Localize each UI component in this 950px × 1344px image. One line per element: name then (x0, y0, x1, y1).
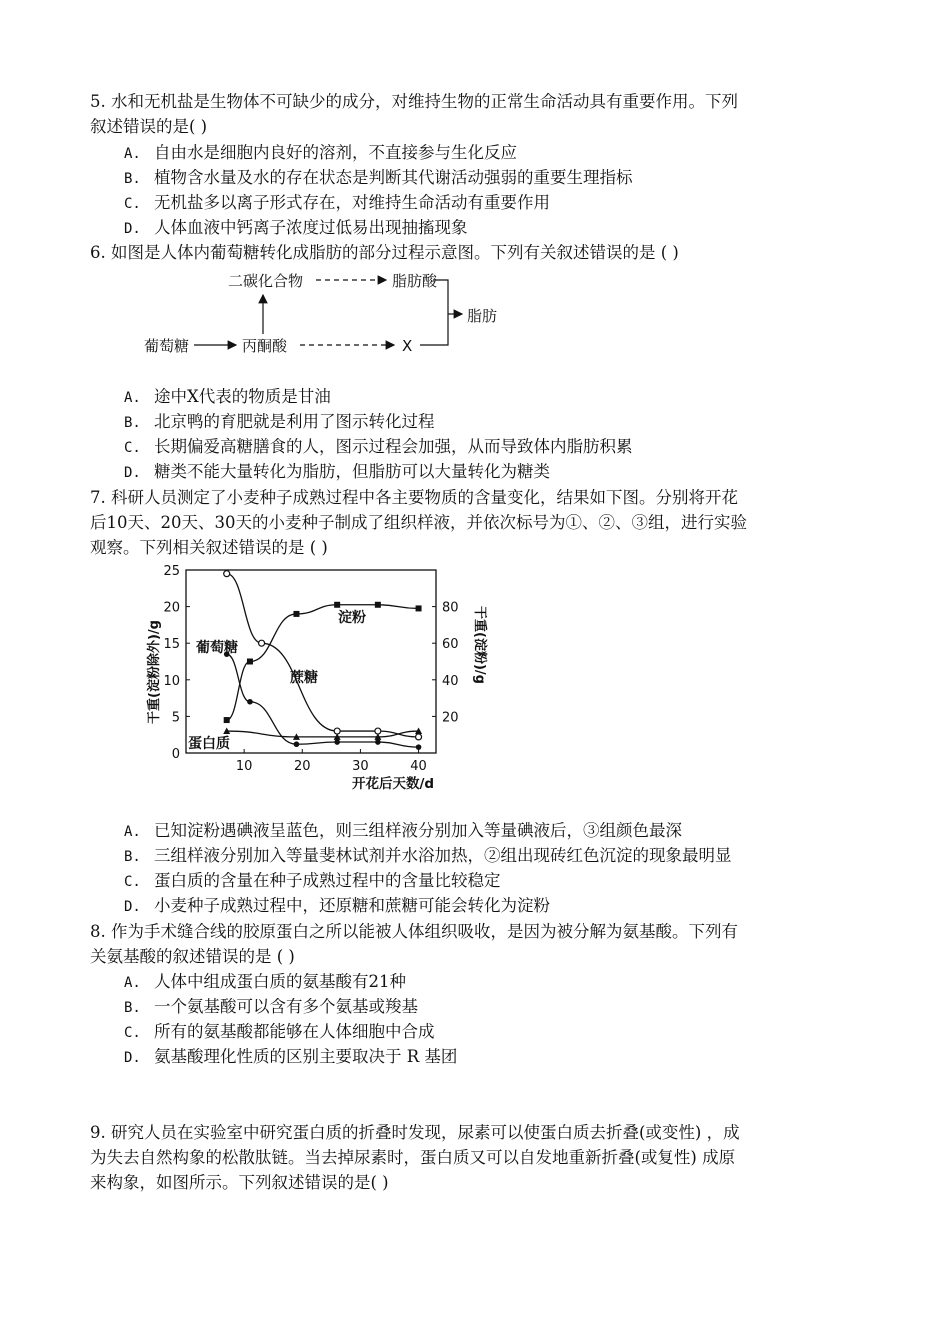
option-label: A. (124, 390, 141, 406)
q5-option-a (124, 141, 517, 166)
q8-stem-line2: 关氨基酸的叙述错误的是 ( ) (90, 947, 295, 966)
option-label: A. (124, 824, 141, 840)
series-3-point (247, 659, 253, 665)
y-right-tick-label: 80 (442, 600, 459, 616)
x-tick-label: 40 (410, 759, 427, 774)
q7-stem-line3: 观察。下列相关叙述错误的是 ( ) (90, 538, 328, 557)
q6-stem-line1: 6. 如图是人体内葡萄糖转化成脂肪的部分过程示意图。下列有关叙述错误的是 ( ) (90, 243, 679, 262)
diagram-fat-label: 脂肪 (467, 307, 498, 325)
diagram-co2-label: 二碳化合物 (228, 272, 304, 290)
series-3-point (293, 611, 299, 617)
x-tick-label: 10 (235, 759, 253, 774)
q7-chart (140, 560, 510, 800)
series-1-point (224, 571, 230, 577)
y-axis-label-left: 干重(淀粉除外)/g (147, 620, 162, 724)
q9-stem-line2: 为失去自然构象的松散肽链。当去掉尿素时，蛋白质又可以自发地重新折叠(或复性) 成原 (90, 1148, 736, 1167)
series-0-point (416, 744, 422, 750)
y-left-tick-label: 5 (171, 710, 180, 726)
q8-option-d (124, 1045, 457, 1070)
q5-option-b (124, 166, 633, 191)
option-label: C. (124, 874, 141, 890)
series-0-point (247, 699, 253, 705)
option-text: 已知淀粉遇碘液呈蓝色，则三组样液分别加入等量碘液后，③组颜色最深 (154, 821, 682, 840)
x-axis-label: 开花后天数/d (352, 776, 435, 792)
series-3-point (416, 605, 422, 611)
option-label: D. (124, 465, 141, 481)
option-text: 人体血液中钙离子浓度过低易出现抽搐现象 (154, 218, 468, 237)
q6-option-d (124, 460, 550, 485)
series-1-point (259, 640, 265, 646)
q6-option-b (124, 410, 435, 435)
q8-option-b (124, 995, 418, 1020)
q5-option-c (124, 191, 550, 216)
series-line-1 (227, 574, 419, 737)
q6-option-c (124, 435, 633, 460)
plot-frame (186, 570, 436, 753)
y-right-tick-label: 60 (442, 637, 459, 653)
option-text: 植物含水量及水的存在状态是判断其代谢活动强弱的重要生理指标 (154, 168, 633, 187)
series-1-point (416, 734, 422, 740)
option-label: B. (124, 1000, 141, 1016)
option-label: C. (124, 440, 141, 456)
option-text: 糖类不能大量转化为脂肪，但脂肪可以大量转化为糖类 (154, 462, 550, 481)
q5-option-d (124, 216, 468, 241)
option-text: 自由水是细胞内良好的溶剂，不直接参与生化反应 (154, 143, 517, 162)
q6-option-a (124, 385, 331, 410)
y-left-tick-label: 25 (163, 564, 180, 579)
q9-stem-line3: 来构象，如图所示。下列叙述错误的是( ) (90, 1173, 389, 1192)
option-label: C. (124, 1025, 141, 1041)
diagram-x-label: X (402, 337, 413, 355)
y-right-tick-label: 40 (442, 673, 459, 689)
y-right-tick-label: 20 (442, 710, 459, 726)
series-0-point (334, 739, 340, 745)
series-label-glucose: 葡萄糖 (196, 640, 238, 656)
option-label: A. (124, 146, 141, 162)
option-text: 无机盐多以离子形式存在，对维持生命活动有重要作用 (154, 193, 550, 212)
diagram-pyruvate-label: 丙酮酸 (242, 337, 288, 355)
option-label: C. (124, 196, 141, 212)
option-text: 途中X代表的物质是甘油 (154, 387, 331, 406)
option-label: B. (124, 849, 141, 865)
q5-stem-line2: 叙述错误的是( ) (90, 117, 208, 136)
q8-option-c (124, 1020, 435, 1045)
option-text: 蛋白质的含量在种子成熟过程中的含量比较稳定 (154, 871, 501, 890)
q9-stem-line1: 9. 研究人员在实验室中研究蛋白质的折叠时发现，尿素可以使蛋白质去折叠(或变性) ，成 (90, 1123, 740, 1142)
option-text: 所有的氨基酸都能够在人体细胞中合成 (154, 1022, 435, 1041)
q6-diagram (130, 264, 530, 364)
q7-option-a (124, 819, 682, 844)
series-1-point (334, 728, 340, 734)
x-tick-label: 20 (294, 759, 311, 774)
y-left-tick-label: 10 (163, 673, 180, 689)
x-tick-label: 30 (352, 759, 369, 774)
series-0-point (294, 741, 300, 747)
series-1-point (375, 728, 381, 734)
option-text: 三组样液分别加入等量斐林试剂并水浴加热，②组出现砖红色沉淀的现象最明显 (154, 846, 732, 865)
series-3-point (375, 602, 381, 608)
q8-stem-line1: 8. 作为手术缝合线的胶原蛋白之所以能被人体组织吸收，是因为被分解为氨基酸。下列有 (90, 922, 738, 941)
y-left-tick-label: 20 (163, 600, 180, 616)
q7-stem-line1: 7. 科研人员测定了小麦种子成熟过程中各主要物质的含量变化，结果如下图。分别将开花 (90, 488, 738, 507)
option-label: D. (124, 1050, 141, 1066)
series-3-point (334, 602, 340, 608)
q7-option-d (124, 894, 550, 919)
option-text: 北京鸭的育肥就是利用了图示转化过程 (154, 412, 435, 431)
series-label-sucrose: 蔗糖 (290, 670, 318, 686)
series-0-point (375, 739, 381, 745)
y-left-tick-label: 0 (171, 747, 180, 762)
series-label-starch: 淀粉 (338, 610, 366, 626)
option-label: A. (124, 975, 141, 991)
y-left-tick-label: 15 (163, 637, 180, 653)
option-label: D. (124, 899, 141, 915)
option-text: 人体中组成蛋白质的氨基酸有21种 (154, 972, 406, 991)
series-3-point (224, 717, 230, 723)
option-text: 氨基酸理化性质的区别主要取决于 R 基团 (154, 1047, 458, 1066)
option-label: B. (124, 171, 141, 187)
q8-option-a (124, 970, 406, 995)
q5-stem-line1: 5. 水和无机盐是生物体不可缺少的成分，对维持生物的正常生命活动具有重要作用。下列 (90, 92, 738, 111)
q7-option-c (124, 869, 501, 894)
diagram-glucose-label: 葡萄糖 (144, 337, 190, 355)
y-axis-label-right: 干重(淀粉)/g (472, 606, 487, 684)
option-text: 长期偏爱高糖膳食的人，图示过程会加强，从而导致体内脂肪积累 (154, 437, 633, 456)
option-text: 一个氨基酸可以含有多个氨基或羧基 (154, 997, 418, 1016)
series-label-protein: 蛋白质 (188, 736, 230, 752)
option-text: 小麦种子成熟过程中，还原糖和蔗糖可能会转化为淀粉 (154, 896, 550, 915)
q7-stem-line2: 后10天、20天、30天的小麦种子制成了组织样液，并依次标号为①、②、③组，进行实验 (90, 513, 747, 532)
diagram-fatty-acid-label: 脂肪酸 (392, 272, 438, 290)
q7-option-b (124, 844, 732, 869)
option-label: D. (124, 221, 141, 237)
option-label: B. (124, 415, 141, 431)
